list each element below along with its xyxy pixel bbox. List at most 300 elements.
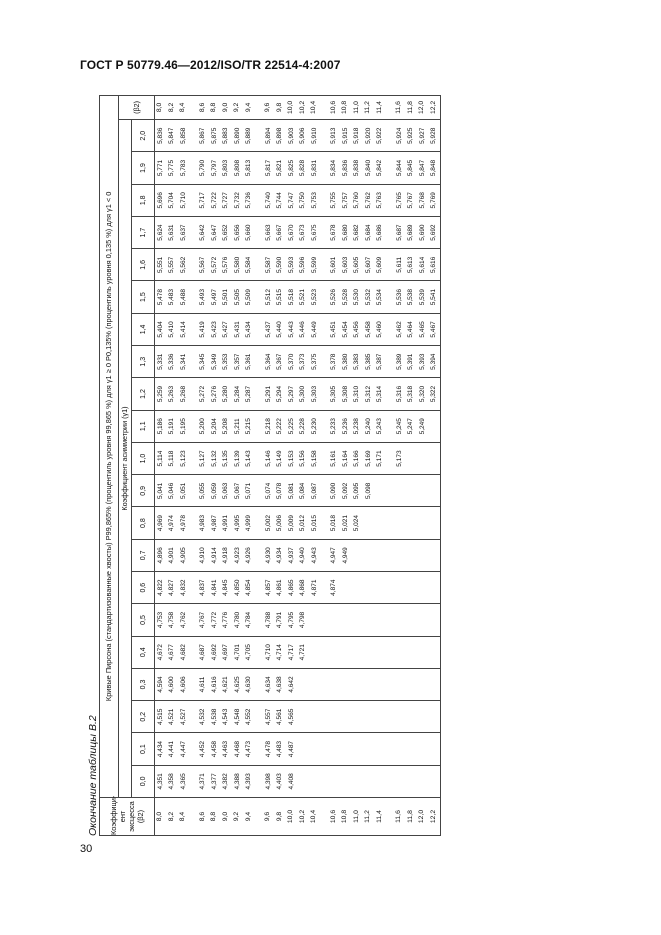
table-cell: 5,153 [286,442,298,474]
table-cell: 4,351 [155,765,167,797]
table-cell: 5,322 [429,378,441,410]
table-cell: 5,236 [340,410,352,442]
spacer-cell [321,442,329,474]
table-cell: 4,561 [275,701,287,733]
table-cell: 4,358 [167,765,179,797]
table-cell [375,539,387,571]
table-cell: 5,440 [275,313,287,345]
table-cell: 4,767 [198,604,210,636]
table-cell: 5,845 [406,152,418,184]
table-cell: 5,135 [221,442,233,474]
table-cell: 4,393 [244,765,256,797]
table-cell: 4,798 [298,604,310,636]
table-cell [417,733,429,765]
table-cell: 5,483 [167,281,179,313]
table-cell: 5,497 [209,281,221,313]
table-cell: 5,228 [298,410,310,442]
table-cell: 5,349 [209,346,221,378]
table-cell: 5,357 [232,346,244,378]
table-cell: 5,836 [155,120,167,152]
spacer-cell [386,346,394,378]
table-cell [417,701,429,733]
table-main-title: Кривые Пирсона (стандартизованные хвосты) P99,865% (процентиль уровня 99,865 %) для γ1 ≥ 0 P0,135% (процентиль уровня 0,135 %) для γ1 < 0 [100,95,119,797]
table-cell: 4,532 [198,701,210,733]
spacer-cell [321,668,329,700]
table-cell: 5,684 [363,216,375,248]
table-row [275,95,287,835]
table-cell: 5,314 [375,378,387,410]
table-cell [429,733,441,765]
table-cell: 4,642 [286,668,298,700]
spacer-cell [386,798,394,836]
gamma-column-header: 0,3 [132,668,155,700]
table-cell: 5,055 [198,475,210,507]
table-cell: 5,722 [209,184,221,216]
table-cell: 5,803 [221,152,233,184]
table-cell [417,668,429,700]
kurtosis-label: 10,2 [298,798,310,836]
table-cell: 5,195 [178,410,190,442]
gamma-column-header: 1,9 [132,152,155,184]
table-cell: 4,943 [309,539,321,571]
gamma-column-header: 1,3 [132,346,155,378]
table-cell [352,636,364,668]
table-cell [352,701,364,733]
table-cell: 5,410 [167,313,179,345]
table-cell: 4,791 [275,604,287,636]
spacer-cell [255,281,263,313]
table-cell [363,701,375,733]
table-cell: 5,867 [198,120,210,152]
table-cell: 5,161 [329,442,341,474]
table-cell: 5,910 [309,120,321,152]
table-cell [406,442,418,474]
table-cell: 5,614 [417,249,429,281]
table-cell: 4,441 [167,733,179,765]
spacer-cell [255,95,263,119]
table-cell: 5,883 [221,120,233,152]
kurtosis-label: 11,0 [352,798,364,836]
table-cell: 5,690 [417,216,429,248]
table-cell: 5,312 [363,378,375,410]
table-cell: 5,696 [155,184,167,216]
table-cell: 4,905 [178,539,190,571]
table-cell: 4,458 [209,733,221,765]
spacer-cell [321,733,329,765]
table-cell [363,507,375,539]
spacer-cell [255,410,263,442]
table-cell: 4,697 [221,636,233,668]
table-cell: 5,848 [429,152,441,184]
table-cell [329,636,341,668]
table-cell: 5,385 [363,346,375,378]
table-cell: 5,840 [363,152,375,184]
table-cell [429,475,441,507]
spacer-cell [190,572,198,604]
table-cell [429,572,441,604]
table-cell [340,668,352,700]
table-cell: 5,667 [275,216,287,248]
table-cell: 5,284 [232,378,244,410]
table-cell: 4,714 [275,636,287,668]
spacer-cell [255,184,263,216]
kurtosis-label-right: 10,4 [309,95,321,119]
gamma-column-header: 0,5 [132,604,155,636]
table-row [417,95,429,835]
gamma-column-header: 2,0 [132,120,155,152]
spacer-cell [255,572,263,604]
table-cell: 4,434 [155,733,167,765]
table-cell: 5,686 [375,216,387,248]
spacer-cell [190,249,198,281]
table-cell: 5,903 [286,120,298,152]
table-cell: 5,717 [198,184,210,216]
table-cell: 4,692 [209,636,221,668]
table-cell: 5,169 [363,442,375,474]
table-cell: 5,200 [198,410,210,442]
table-cell [363,765,375,797]
table-cell: 4,616 [209,668,221,700]
table-cell: 5,087 [309,475,321,507]
kurtosis-label: 11,4 [375,798,387,836]
kurtosis-label-right: 8,0 [155,95,167,119]
table-cell: 5,727 [221,184,233,216]
table-cell: 5,624 [155,216,167,248]
table-cell: 5,067 [232,475,244,507]
table-cell: 4,611 [198,668,210,700]
spacer-cell [190,539,198,571]
table-cell: 5,750 [298,184,310,216]
spacer-cell [386,475,394,507]
table-cell: 5,530 [352,281,364,313]
table-cell: 5,059 [209,475,221,507]
table-cell: 5,528 [340,281,352,313]
spacer-cell [386,281,394,313]
spacer-cell [321,249,329,281]
table-cell: 5,670 [286,216,298,248]
table-cell: 4,398 [263,765,275,797]
table-cell: 5,765 [394,184,406,216]
table-cell [363,604,375,636]
table-cell: 4,854 [244,572,256,604]
table-cell: 4,403 [275,765,287,797]
table-cell [352,572,364,604]
table-row [363,95,375,835]
table-cell: 4,868 [298,572,310,604]
table-cell: 5,446 [298,313,310,345]
table-cell: 5,249 [417,410,429,442]
spacer-cell [321,216,329,248]
table-cell: 4,527 [178,701,190,733]
table-cell: 5,836 [340,152,352,184]
table-cell: 5,675 [309,216,321,248]
table-cell: 4,923 [232,539,244,571]
table-cell: 5,609 [375,249,387,281]
table-cell: 5,680 [340,216,352,248]
table-cell: 4,758 [167,604,179,636]
spacer-cell [255,636,263,668]
table-cell: 5,458 [363,313,375,345]
table-cell: 5,890 [232,120,244,152]
table-cell: 5,191 [167,410,179,442]
table-cell: 5,828 [298,152,310,184]
table-cell: 5,821 [275,152,287,184]
table-cell: 5,599 [309,249,321,281]
table-cell: 4,687 [198,636,210,668]
table-cell: 5,074 [263,475,275,507]
table-cell: 5,642 [198,216,210,248]
table-cell: 4,772 [209,604,221,636]
table-cell: 4,621 [221,668,233,700]
kurtosis-label-right: 9,8 [275,95,287,119]
table-cell: 4,447 [178,733,190,765]
table-cell: 5,263 [167,378,179,410]
spacer-cell [190,798,198,836]
table-cell: 5,158 [309,442,321,474]
spacer-cell [190,507,198,539]
table-cell: 5,383 [352,346,364,378]
table-cell: 5,300 [298,378,310,410]
spacer-cell [255,604,263,636]
spacer-cell [321,152,329,184]
spacer-cell [386,733,394,765]
table-row [178,95,190,835]
kurtosis-label-right: 12,0 [417,95,429,119]
table-cell: 5,268 [178,378,190,410]
spacer-cell [190,410,198,442]
table-cell: 4,371 [198,765,210,797]
table-cell: 4,548 [232,701,244,733]
table-cell: 5,771 [155,152,167,184]
table-cell: 5,092 [340,475,352,507]
table-cell: 5,018 [329,507,341,539]
spacer-cell [321,701,329,733]
table-cell: 5,757 [340,184,352,216]
spacer-cell [190,636,198,668]
table-cell: 4,721 [298,636,310,668]
table-cell: 4,625 [232,668,244,700]
spacer-cell [321,313,329,345]
table-cell [375,636,387,668]
table-cell [329,765,341,797]
gamma-column-header: 1,0 [132,442,155,474]
table-cell [340,604,352,636]
page-number: 30 [80,843,93,855]
spacer-cell [255,346,263,378]
table-cell [309,604,321,636]
group-spacer-row [321,95,329,835]
table-cell: 5,341 [178,346,190,378]
table-cell: 5,744 [275,184,287,216]
table-cell: 5,393 [417,346,429,378]
table-cell [352,733,364,765]
gamma-column-header: 1,4 [132,313,155,345]
table-cell: 5,225 [286,410,298,442]
table-cell: 5,924 [394,120,406,152]
kurtosis-label: 10,4 [309,798,321,836]
table-cell: 4,934 [275,539,287,571]
table-cell [298,765,310,797]
table-cell: 4,969 [155,507,167,539]
table-cell: 5,584 [244,249,256,281]
table-cell: 5,305 [329,378,341,410]
kurtosis-label: 12,2 [429,798,441,836]
table-cell: 5,601 [329,249,341,281]
table-cell: 5,454 [340,313,352,345]
table-cell [309,733,321,765]
table-cell: 5,164 [340,442,352,474]
table-cell [375,572,387,604]
table-cell: 5,173 [394,442,406,474]
table-cell: 5,370 [286,346,298,378]
kurtosis-label-right: 11,0 [352,95,364,119]
table-cell: 5,245 [394,410,406,442]
spacer-cell [386,378,394,410]
stub-header: Коэффици-ент эксцесса (β2) [100,798,155,836]
table-cell: 4,918 [221,539,233,571]
table-cell: 4,473 [244,733,256,765]
spacer-cell [255,120,263,152]
table-cell: 5,518 [286,281,298,313]
spacer-cell [190,120,198,152]
spacer-cell [255,378,263,410]
table-cell: 5,605 [352,249,364,281]
table-cell: 4,822 [155,572,167,604]
spacer-cell [255,668,263,700]
table-cell: 5,501 [221,281,233,313]
table-cell [417,442,429,474]
kurtosis-label: 10,8 [340,798,352,836]
table-row [167,95,179,835]
spacer-cell [190,313,198,345]
table-cell: 5,689 [406,216,418,248]
table-cell: 4,600 [167,668,179,700]
table-cell [394,572,406,604]
table-cell: 5,710 [178,184,190,216]
gamma-column-header: 1,5 [132,281,155,313]
table-cell: 5,808 [232,152,244,184]
table-cell: 4,682 [178,636,190,668]
spacer-cell [386,765,394,797]
table-cell: 5,875 [209,120,221,152]
table-cell: 5,287 [244,378,256,410]
table-cell: 5,831 [309,152,321,184]
table-cell: 5,922 [375,120,387,152]
table-cell [375,733,387,765]
table-cell [394,765,406,797]
table-cell: 5,310 [352,378,364,410]
table-row [232,95,244,835]
spacer-cell [386,410,394,442]
table-cell: 5,894 [263,120,275,152]
table-cell: 4,483 [275,733,287,765]
table-cell [417,636,429,668]
table-cell: 5,736 [244,184,256,216]
table-cell: 5,127 [198,442,210,474]
table-cell: 5,467 [429,313,441,345]
table-cell: 5,098 [363,475,375,507]
spacer-cell [190,765,198,797]
table-cell: 5,276 [209,378,221,410]
table-cell: 5,006 [275,507,287,539]
table-cell: 4,377 [209,765,221,797]
spacer-cell [321,604,329,636]
table-cell: 5,616 [429,249,441,281]
table-cell: 4,910 [198,539,210,571]
table-cell [394,733,406,765]
spacer-cell [255,313,263,345]
table-row [406,95,418,835]
table-cell: 5,114 [155,442,167,474]
table-cell [417,572,429,604]
table-cell: 5,118 [167,442,179,474]
table-row [155,95,167,835]
table-cell: 5,046 [167,475,179,507]
kurtosis-label-right: 10,8 [340,95,352,119]
table-cell: 5,149 [275,442,287,474]
spacer-cell [190,346,198,378]
table-cell: 4,795 [286,604,298,636]
table-cell [406,733,418,765]
table-cell: 4,630 [244,668,256,700]
group-spacer-row [255,95,263,835]
table-cell: 4,995 [232,507,244,539]
table-caption: Окончание таблицы В.2 [87,715,99,836]
spacer-cell [386,313,394,345]
table-cell: 5,423 [209,313,221,345]
gamma-column-header: 1,7 [132,216,155,248]
spacer-cell [386,95,394,119]
table-cell: 5,692 [429,216,441,248]
table-cell: 4,926 [244,539,256,571]
table-cell: 4,452 [198,733,210,765]
table-cell: 4,463 [221,733,233,765]
table-cell: 4,865 [286,572,298,604]
table-cell: 5,760 [352,184,364,216]
table-cell: 4,565 [286,701,298,733]
spacer-cell [190,281,198,313]
spacer-cell [321,95,329,119]
table-cell [340,636,352,668]
kurtosis-label: 11,6 [394,798,406,836]
table-cell: 4,388 [232,765,244,797]
table-cell: 5,652 [221,216,233,248]
table-cell [429,539,441,571]
table-cell: 5,233 [329,410,341,442]
table-cell: 5,419 [198,313,210,345]
table-cell [417,507,429,539]
table-cell: 5,387 [375,346,387,378]
kurtosis-label-right: 9,2 [232,95,244,119]
table-row [298,95,310,835]
table-cell: 5,071 [244,475,256,507]
table-cell [429,636,441,668]
table-row [429,95,441,835]
table-cell: 5,637 [178,216,190,248]
spacer-cell [321,539,329,571]
table-cell [394,701,406,733]
document-header: ГОСТ Р 50779.46—2012/ISO/TR 22514-4:2007 [80,58,341,72]
table-cell: 5,889 [244,120,256,152]
table-cell [429,410,441,442]
table-cell [406,475,418,507]
table-cell [340,572,352,604]
table-cell: 5,541 [429,281,441,313]
table-cell: 5,660 [244,216,256,248]
table-cell: 5,523 [309,281,321,313]
spacer-cell [386,668,394,700]
table-cell: 4,382 [221,765,233,797]
